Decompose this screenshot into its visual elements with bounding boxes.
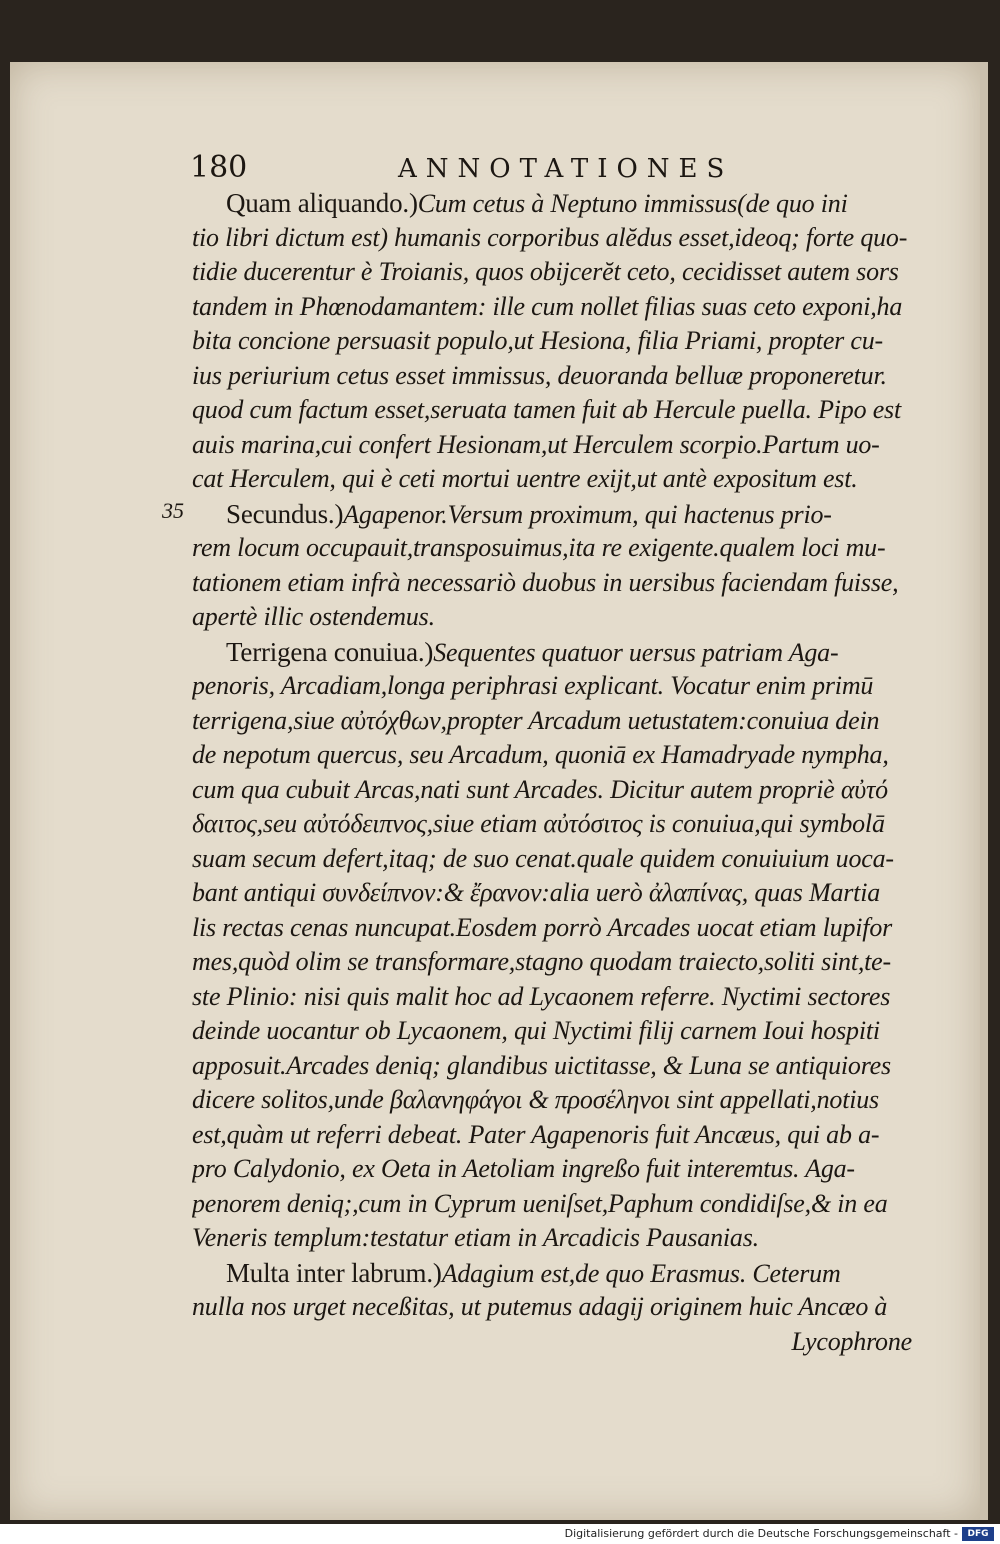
- line-text: suam secum defert,itaq; de suo cenat.quale quidem conuiuium uoca-: [192, 843, 894, 873]
- line-text: δαιτος,seu αὐτόδειπνος,siue etiam αὐτόσιτος is conuiua,qui symbolā: [192, 809, 885, 838]
- line-text: Cum cetus à Neptuno immissus(de quo ini: [417, 189, 848, 218]
- line-text: apertè illic ostendemus.: [192, 602, 435, 631]
- line-text: ste Plinio: nisi quis malit hoc ad Lycaonem referre. Nyctimi sectores: [192, 981, 891, 1011]
- line-text: est,quàm ut referri debeat. Pater Agapenoris fuit Ancæus, qui ab a-: [192, 1119, 880, 1149]
- text-line: [192, 221, 920, 256]
- line-text: lis rectas cenas nuncupat.Eosdem porrò Arcades uocat etiam lupifor: [192, 912, 893, 942]
- text-line: [192, 186, 920, 221]
- text-line: [192, 1325, 920, 1360]
- text-line: [192, 704, 920, 739]
- text-line: [192, 842, 920, 877]
- text-line: [192, 669, 920, 704]
- lemma: Multa inter labrum.): [226, 1257, 442, 1288]
- text-line: [192, 1290, 920, 1325]
- text-line: [192, 876, 920, 911]
- text-line: [192, 497, 920, 532]
- dfg-logo-icon: DFG: [962, 1527, 994, 1541]
- text-line: [192, 911, 920, 946]
- text-line: [192, 980, 920, 1015]
- line-text: bant antiqui συνδείπνον:& ἔρανον:alia uerò ἀλαπίνας, quas Martia: [192, 878, 881, 907]
- line-text: mes,quòd olim se transformare,stagno quodam traiecto,soliti sint,te-: [192, 947, 891, 976]
- line-text: rem locum occupauit,transposuimus,ita re exigente.qualem loci mu-: [192, 533, 886, 562]
- text-line: [192, 738, 920, 773]
- line-text: Lycophrone: [791, 1326, 912, 1356]
- line-text: de nepotum quercus, seu Arcadum, quoniā ex Hamadryade nympha,: [192, 740, 889, 769]
- line-text: ius periurium cetus esset immissus, deuoranda belluæ proponeretur.: [192, 360, 887, 390]
- text-line: [192, 1152, 920, 1187]
- line-text: tio libri dictum est) humanis corporibus alĕdus esset,ideoq; forte quo-: [192, 222, 908, 252]
- line-text: bita concione persuasit populo,ut Hesiona, filia Priami, propter cu-: [192, 326, 883, 355]
- text-line: [192, 600, 920, 635]
- running-head: ANNOTATIONES: [398, 154, 734, 184]
- line-text: tationem etiam infrà necessariò duobus in uersibus faciendam fuisse,: [192, 567, 899, 597]
- line-text: pro Calydonio, ex Oeta in Aetoliam ingreßo fuit interemtus. Aga-: [192, 1154, 855, 1183]
- text-line: [192, 635, 920, 670]
- text-line: [192, 1014, 920, 1049]
- line-text: penorem deniq;,cum in Cyprum ueniſset,Paphum condidiſse,& in ea: [192, 1188, 888, 1218]
- text-line: [192, 531, 920, 566]
- text-line: [192, 1083, 920, 1118]
- text-line: [192, 462, 920, 497]
- line-text: apposuit.Arcades deniq; glandibus uictitasse, & Luna se antiquiores: [192, 1050, 891, 1080]
- line-text: penoris, Arcadiam,longa periphrasi explicant. Vocatur enim primū: [192, 671, 874, 700]
- page-number: 180: [190, 150, 248, 185]
- line-text: dicere solitos,unde βαλανηφάγοι & προσέληνοι sint appellati,notius: [192, 1085, 879, 1114]
- text-line: [192, 359, 920, 394]
- text-line: [192, 290, 920, 325]
- text-line: [192, 1221, 920, 1256]
- body-text: [192, 186, 920, 1359]
- line-text: nulla nos urget neceßitas, ut putemus adagij originem huic Ancæo à: [192, 1292, 888, 1321]
- text-line: [192, 1049, 920, 1084]
- text-line: [192, 393, 920, 428]
- text-line: [192, 1187, 920, 1222]
- text-line: [192, 1118, 920, 1153]
- text-line: [192, 807, 920, 842]
- line-text: Sequentes quatuor uersus patriam Aga-: [433, 637, 839, 667]
- line-text: auis marina,cui confert Hesionam,ut Herculem scorpio.Partum uo-: [192, 429, 880, 459]
- text-line: [192, 773, 920, 808]
- line-text: deinde uocantur ob Lycaonem, qui Nyctimi filij carnem Ioui hospiti: [192, 1016, 880, 1045]
- lemma: Terrigena conuiua.): [226, 636, 434, 667]
- line-text: tidie ducerentur è Troianis, quos obijcerĕt ceto, cecidisset autem sors: [192, 257, 899, 286]
- text-line: [192, 945, 920, 980]
- text-line: [192, 1256, 920, 1291]
- line-text: quod cum factum esset,seruata tamen fuit ab Hercule puella. Pipo est: [192, 395, 901, 424]
- text-line: [192, 324, 920, 359]
- footer-bar: [0, 1524, 1000, 1544]
- marginal-line-number: 35: [162, 498, 184, 523]
- line-text: Veneris templum:testatur etiam in Arcadicis Pausanias.: [192, 1223, 759, 1252]
- page-header: [190, 150, 750, 190]
- text-line: [192, 255, 920, 290]
- line-text: terrigena,siue αὐτόχθων,propter Arcadum uetustatem:conuiua dein: [192, 705, 880, 735]
- line-text: cum qua cubuit Arcas,nati sunt Arcades. Dicitur autem propriè αὐτό: [192, 774, 888, 804]
- text-line: [192, 428, 920, 463]
- text-line: [192, 566, 920, 601]
- line-text: tandem in Phœnodamantem: ille cum nollet filias suas ceto exponi,ha: [192, 291, 903, 321]
- line-text: Agapenor.Versum proximum, qui hactenus prio-: [343, 499, 832, 529]
- line-text: cat Herculem, qui è ceti mortui uentre exijt,ut antè expositum est.: [192, 464, 858, 493]
- line-text: Adagium est,de quo Erasmus. Ceterum: [441, 1258, 841, 1288]
- lemma: Secundus.): [226, 498, 344, 529]
- footer-credit: Digitalisierung gefördert durch die Deutsche Forschungsgemeinschaft -: [564, 1527, 958, 1540]
- lemma: Quam aliquando.): [226, 188, 418, 218]
